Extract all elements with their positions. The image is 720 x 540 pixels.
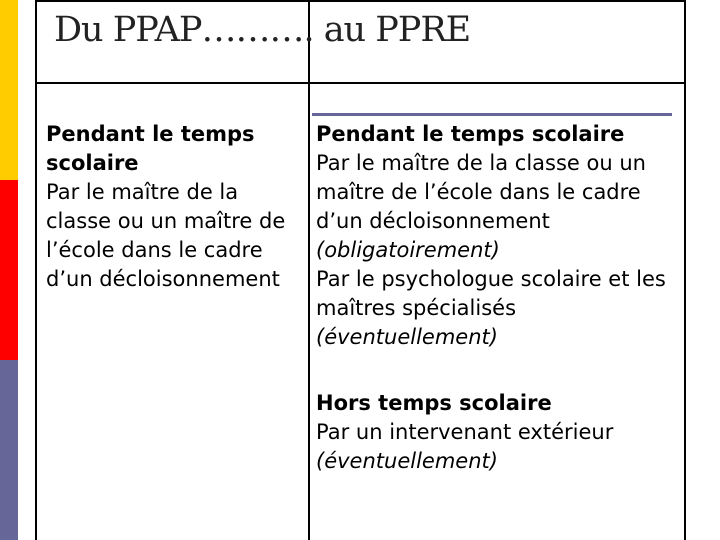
table-border-top (35, 0, 686, 2)
right-note-optional-1: (éventuellement) (316, 325, 498, 349)
right-heading-school-time: Pendant le temps scolaire (316, 122, 625, 146)
decor-stripe-blue (0, 360, 18, 540)
right-text-psychologist: Par le psychologue scolaire et les maîtres spécialisés (316, 267, 666, 320)
title-row-divider (35, 82, 686, 84)
left-text: Par le maître de la classe ou un maître de l’école dans le cadre d’un décloisonnement (46, 180, 286, 291)
table-border-right (684, 0, 686, 540)
section-spacer (316, 352, 682, 389)
accent-rule (312, 113, 672, 116)
table-border-left (35, 0, 37, 540)
left-cell (46, 120, 304, 294)
slide-title: Du PPAP………. au PPRE (54, 10, 471, 50)
table-column-divider (308, 0, 310, 540)
left-heading: Pendant le temps scolaire (46, 122, 255, 175)
right-cell (316, 120, 682, 476)
right-heading-outside-school: Hors temps scolaire (316, 391, 552, 415)
right-note-mandatory: (obligatoirement) (316, 238, 500, 262)
right-text-teacher: Par le maître de la classe ou un maître de l’école dans le cadre d’un décloisonnement (316, 151, 646, 233)
decor-stripe-yellow (0, 0, 18, 180)
right-text-external: Par un intervenant extérieur (316, 420, 614, 444)
decor-stripe-red (0, 180, 18, 360)
right-note-optional-2: (éventuellement) (316, 449, 498, 473)
